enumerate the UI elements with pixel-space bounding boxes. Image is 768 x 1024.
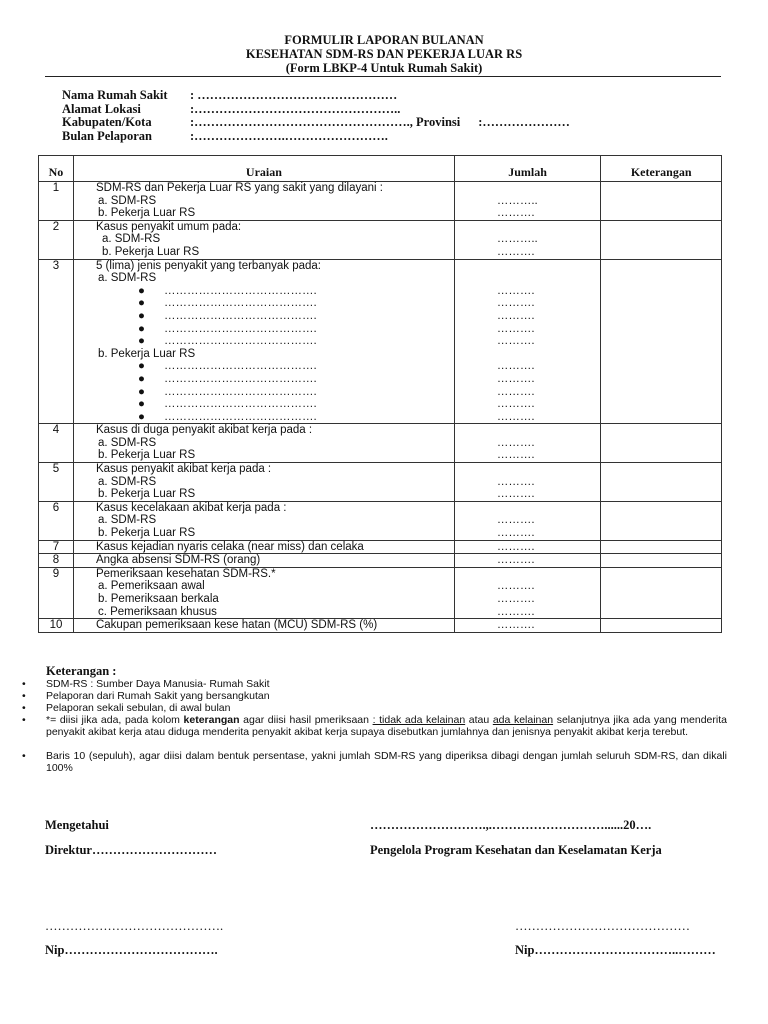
- row-number: 1: [39, 182, 74, 221]
- disease-blank[interactable]: ………………………………….: [163, 284, 317, 297]
- date-line[interactable]: ……………………….,.………………………......20….: [370, 818, 652, 832]
- row-title: Kasus kecelakaan akibat kerja pada :: [95, 501, 287, 514]
- jumlah-value: ……….: [496, 619, 535, 632]
- disease-entry: [96, 386, 454, 399]
- bullet-icon: •: [22, 690, 26, 702]
- field-alamat[interactable]: :…………………………………………..: [190, 101, 401, 116]
- row-sub-item: a. SDM-RS: [97, 475, 157, 488]
- disease-blank[interactable]: ………………………………….: [163, 372, 317, 385]
- row-description: [73, 567, 454, 618]
- row-description: [73, 182, 454, 221]
- row-description: [73, 259, 454, 424]
- jumlah-value: ……….: [496, 297, 535, 310]
- table-row: [39, 540, 722, 554]
- col-header-uraian: Uraian: [73, 156, 454, 182]
- row-sub-item: b. Pekerja Luar RS: [97, 207, 196, 220]
- jumlah-value: ……….: [496, 580, 535, 593]
- jumlah-value: ……….: [496, 309, 535, 322]
- row-title: Pemeriksaan kesehatan SDM-RS.*: [95, 567, 276, 580]
- note-text: selanjutnya jika ada yang menderita penyakit akibat kerja atau diduga menderita penyakit akibat kerja supaya disebutkan jumlahnya dan jenisnya penyakit akibat kerja terebut.: [46, 714, 727, 738]
- label-bulan: Bulan Pelaporan: [62, 128, 152, 143]
- col-header-no: No: [39, 156, 74, 182]
- jumlah-value: ……….: [496, 335, 535, 348]
- field-nama-rs[interactable]: : …………………………………………: [190, 88, 398, 102]
- jumlah-cell[interactable]: [454, 540, 600, 554]
- note-text: atau: [465, 714, 493, 726]
- row-number: 10: [39, 619, 74, 633]
- disease-blank[interactable]: ………………………………….: [163, 309, 317, 322]
- info-row-nama: [62, 89, 570, 103]
- keterangan-cell[interactable]: [601, 182, 722, 221]
- jumlah-value: ……….: [496, 410, 535, 423]
- disease-entry: [96, 323, 454, 336]
- row-sub-item: b. Pekerja Luar RS: [97, 527, 196, 540]
- row-number: 6: [39, 501, 74, 540]
- jumlah-cell[interactable]: [454, 501, 600, 540]
- jumlah-value: [497, 182, 600, 195]
- report-table: [38, 155, 722, 633]
- row-description: [73, 619, 454, 633]
- note-text: Pelaporan sekali sebulan, di awal bulan: [46, 702, 231, 714]
- row-number: 4: [39, 424, 74, 463]
- row-description: [73, 501, 454, 540]
- jumlah-cell[interactable]: [454, 619, 600, 633]
- jumlah-cell[interactable]: [454, 567, 600, 618]
- row-description: [73, 540, 454, 554]
- form-code: (Form LBKP-4 Untuk Rumah Sakit): [285, 61, 483, 75]
- row-sub-item: a. SDM-RS: [97, 436, 157, 449]
- disease-blank[interactable]: ………………………………….: [163, 335, 317, 348]
- disease-blank[interactable]: ………………………………….: [163, 297, 317, 310]
- form-subtitle: KESEHATAN SDM-RS DAN PEKERJA LUAR RS: [245, 47, 523, 61]
- row-description: [73, 220, 454, 259]
- jumlah-value: ……….: [496, 475, 535, 488]
- table-header-row: [39, 156, 722, 182]
- left-signature-line[interactable]: …………………………………….: [45, 919, 224, 933]
- row-title: Cakupan pemeriksaan kese hatan (MCU) SDM-RS (%): [95, 619, 378, 632]
- bullet-icon: ●: [137, 385, 145, 398]
- keterangan-cell[interactable]: [601, 540, 722, 554]
- row-description: [73, 424, 454, 463]
- direktur-label: Direktur…………………………: [45, 843, 217, 857]
- jumlah-value: ……….: [496, 527, 535, 540]
- table-row: [39, 567, 722, 618]
- note-item: [22, 750, 727, 774]
- row-title: Kasus penyakit akibat kerja pada :: [95, 463, 272, 476]
- row-title: SDM-RS dan Pekerja Luar RS yang sakit yang dilayani :: [95, 182, 383, 194]
- jumlah-value: [497, 568, 600, 581]
- note-item: [22, 690, 727, 702]
- jumlah-value: ………..: [496, 194, 538, 207]
- row-title: Angka absensi SDM-RS (orang): [95, 554, 261, 567]
- row-sub-item: a. SDM-RS: [101, 233, 161, 246]
- bullet-icon: •: [22, 702, 26, 714]
- nip-left[interactable]: Nip……………………………….: [45, 943, 218, 957]
- table-row: [39, 501, 722, 540]
- row-sub-item: b. Pekerja Luar RS: [101, 245, 200, 258]
- bullet-icon: ●: [137, 297, 145, 310]
- jumlah-value: ……….: [496, 284, 535, 297]
- row-title: Kasus penyakit umum pada:: [95, 220, 242, 233]
- row-number: 9: [39, 567, 74, 618]
- table-row: [39, 463, 722, 502]
- row-number: 7: [39, 540, 74, 554]
- row-title: Kasus di duga penyakit akibat kerja pada :: [95, 424, 313, 437]
- jumlah-value: ……….: [496, 245, 535, 258]
- info-row-alamat: [62, 103, 570, 117]
- label-kabupaten: Kabupaten/Kota: [62, 115, 152, 129]
- bullet-icon: ●: [137, 309, 145, 322]
- bullet-icon: ●: [137, 335, 145, 348]
- keterangan-cell[interactable]: [601, 619, 722, 633]
- row-title: Kasus kejadian nyaris celaka (near miss) dan celaka: [95, 540, 364, 553]
- row-sub-item: c. Pemeriksaan khusus: [97, 605, 217, 618]
- label-alamat: Alamat Lokasi: [62, 101, 141, 116]
- nip-right[interactable]: Nip……………………………..………: [515, 943, 716, 957]
- row-sub-item: a. SDM-RS: [97, 194, 157, 207]
- jumlah-value: ……….: [496, 488, 535, 501]
- jumlah-value: [497, 221, 600, 234]
- jumlah-cell[interactable]: [454, 259, 600, 424]
- col-header-keterangan: Keterangan: [601, 156, 722, 182]
- field-bulan[interactable]: :………………….…………………….: [190, 128, 388, 143]
- bullet-icon: •: [22, 714, 26, 726]
- bullet-icon: ●: [137, 410, 145, 423]
- right-signature-line[interactable]: ……………………………………: [515, 919, 690, 933]
- table-row: [39, 182, 722, 221]
- row-title: 5 (lima) jenis penyakit yang terbanyak pada:: [95, 259, 321, 272]
- note-underline: : tidak ada kelainan: [372, 714, 466, 726]
- table-row: [39, 554, 722, 568]
- jumlah-value: ……….: [496, 554, 535, 567]
- info-row-kabupaten: [62, 116, 570, 130]
- keterangan-cell[interactable]: [601, 463, 722, 502]
- disease-entry: [96, 411, 454, 424]
- jumlah-value: [497, 463, 600, 476]
- note-item: [22, 714, 727, 738]
- note-emphasis: keterangan: [183, 714, 240, 726]
- jumlah-value: ……….: [496, 605, 535, 618]
- row-sub-item: b. Pemeriksaan berkala: [97, 593, 219, 605]
- note-text: Pelaporan dari Rumah Sakit yang bersangkutan: [46, 690, 270, 702]
- disease-entry: [96, 398, 454, 411]
- jumlah-value: ……….: [496, 360, 535, 373]
- bullet-icon: •: [22, 750, 26, 762]
- table-row: [39, 220, 722, 259]
- jumlah-value: [497, 502, 600, 515]
- jumlah-value: ……….: [496, 593, 535, 605]
- keterangan-cell[interactable]: [601, 424, 722, 463]
- jumlah-value: ……….: [496, 372, 535, 385]
- note-text: agar diisi hasil pmeriksaan: [239, 714, 373, 726]
- table-row: [39, 619, 722, 633]
- keterangan-cell[interactable]: [601, 259, 722, 424]
- disease-entry: [96, 297, 454, 310]
- label-nama-rs: Nama Rumah Sakit: [62, 88, 168, 102]
- jumlah-value: ……….: [496, 207, 535, 220]
- bullet-icon: ●: [137, 360, 145, 373]
- jumlah-cell[interactable]: [454, 220, 600, 259]
- header-divider: [45, 76, 721, 77]
- field-kabupaten[interactable]: :……………………………………………., Provinsi: [190, 115, 461, 129]
- row-number: 5: [39, 463, 74, 502]
- row-description: [73, 463, 454, 502]
- disease-blank[interactable]: ………………………………….: [163, 322, 317, 335]
- row-sub-item: b. Pekerja Luar RS: [97, 347, 196, 360]
- row-sub-item: a. Pemeriksaan awal: [97, 580, 205, 593]
- pengelola-label: Pengelola Program Kesehatan dan Keselamatan Kerja: [370, 843, 662, 857]
- disease-entry: [96, 310, 454, 323]
- col-header-jumlah: Jumlah: [454, 156, 600, 182]
- note-item: [22, 678, 727, 690]
- row-sub-item: a. SDM-RS: [97, 514, 157, 527]
- jumlah-value: ………..: [496, 233, 538, 246]
- disease-blank[interactable]: ………………………………….: [163, 360, 317, 373]
- disease-entry: [96, 285, 454, 298]
- note-text: SDM-RS : Sumber Daya Manusia- Rumah Sakit: [46, 678, 270, 690]
- row-number: 2: [39, 220, 74, 259]
- field-provinsi[interactable]: :…………………: [478, 115, 570, 129]
- keterangan-cell[interactable]: [601, 220, 722, 259]
- row-sub-item: a. SDM-RS: [97, 272, 157, 285]
- note-text: Baris 10 (sepuluh), agar diisi dalam bentuk persentase, yakni jumlah SDM-RS yang diperiksa dibagi dengan jumlah seluruh SDM-RS, dan dikali 100%: [46, 750, 727, 774]
- jumlah-value: ……….: [496, 322, 535, 335]
- row-number: 8: [39, 554, 74, 568]
- row-sub-item: b. Pekerja Luar RS: [97, 449, 196, 462]
- note-text: *= diisi jika ada, pada kolom: [46, 714, 184, 726]
- disease-entry: [96, 360, 454, 373]
- note-underline: ada kelainan: [492, 714, 554, 726]
- bullet-icon: •: [22, 678, 26, 690]
- bullet-icon: ●: [137, 322, 145, 335]
- keterangan-cell[interactable]: [601, 567, 722, 618]
- jumlah-value: ……….: [496, 385, 535, 398]
- keterangan-cell[interactable]: [601, 554, 722, 568]
- notes-title: Keterangan :: [46, 664, 117, 678]
- table-row: [39, 259, 722, 424]
- disease-blank[interactable]: ………………………………….: [163, 385, 317, 398]
- jumlah-cell[interactable]: [454, 554, 600, 568]
- row-description: [73, 554, 454, 568]
- jumlah-cell[interactable]: [454, 182, 600, 221]
- jumlah-value: ……….: [496, 436, 535, 449]
- disease-entry: [96, 335, 454, 348]
- row-sub-item: b. Pekerja Luar RS: [97, 488, 196, 501]
- mengetahui-label: Mengetahui: [45, 818, 109, 832]
- bullet-icon: ●: [137, 398, 145, 411]
- jumlah-value: [497, 424, 600, 437]
- jumlah-cell[interactable]: [454, 424, 600, 463]
- jumlah-value: ……….: [496, 398, 535, 411]
- jumlah-value: ……….: [496, 514, 535, 527]
- keterangan-cell[interactable]: [601, 501, 722, 540]
- row-number: 3: [39, 259, 74, 424]
- info-row-bulan: [62, 130, 570, 144]
- bullet-icon: ●: [137, 284, 145, 297]
- jumlah-value: ……….: [496, 449, 535, 462]
- disease-blank[interactable]: ………………………………….: [163, 410, 317, 423]
- notes-section: [22, 665, 727, 774]
- jumlah-value: ……….: [496, 540, 535, 553]
- form-title: FORMULIR LAPORAN BULANAN: [284, 33, 484, 47]
- disease-blank[interactable]: ………………………………….: [163, 398, 317, 411]
- hospital-info: [62, 89, 570, 143]
- disease-entry: [96, 373, 454, 386]
- note-item: [22, 702, 727, 714]
- table-row: [39, 424, 722, 463]
- bullet-icon: ●: [137, 372, 145, 385]
- jumlah-cell[interactable]: [454, 463, 600, 502]
